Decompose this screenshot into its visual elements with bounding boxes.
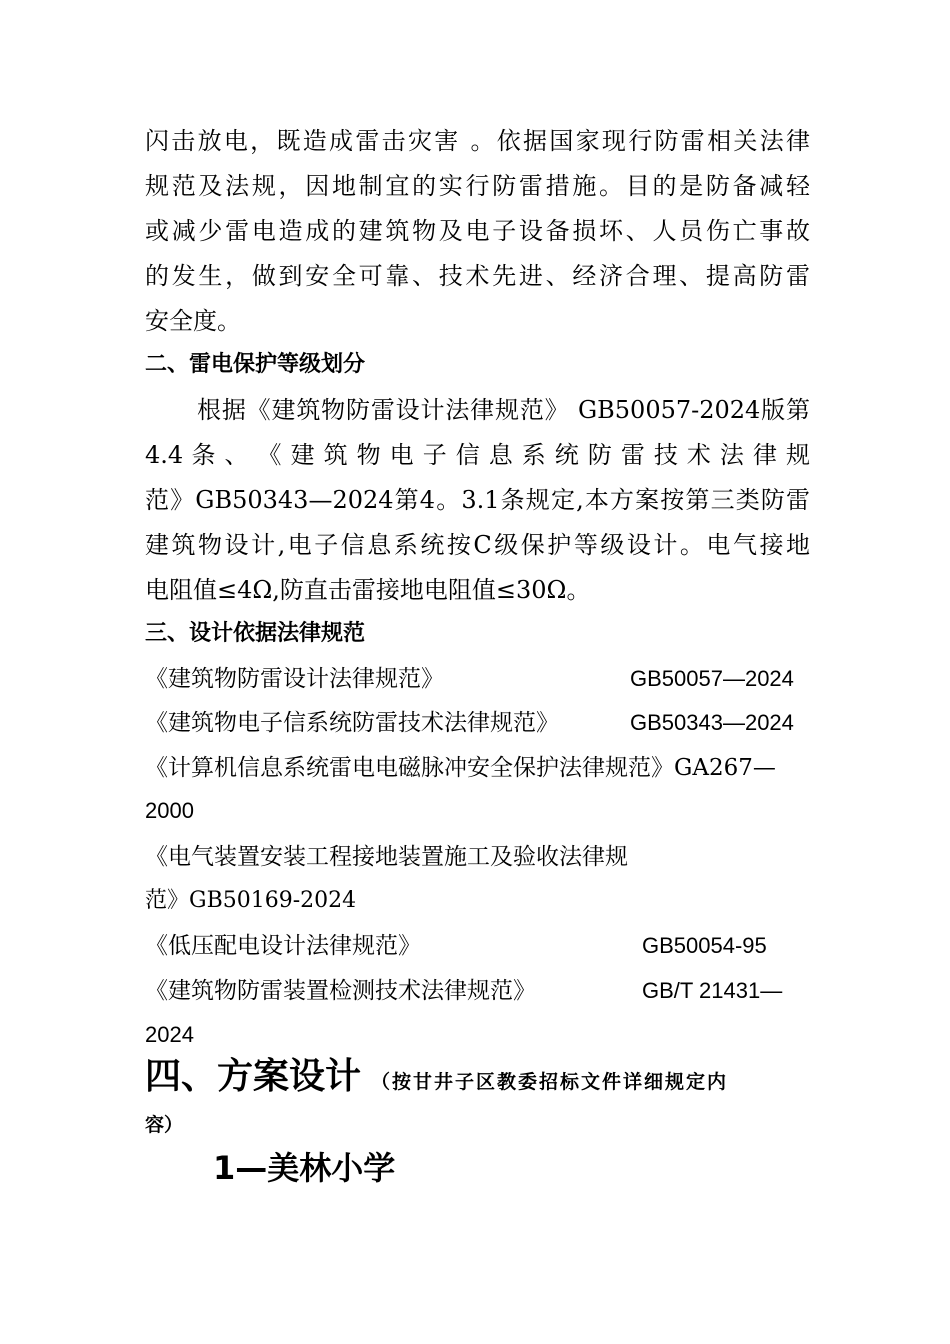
section-4-note-continued: 容） [145, 1114, 184, 1136]
section-3-heading: 三、设计依据法律规范 [145, 621, 366, 646]
reference-code-wrap: 2000 [145, 798, 194, 823]
section-4-sub-heading: 1—美林小学 [213, 1149, 396, 1187]
section-4-title: 四、方案设计 [145, 1056, 362, 1097]
reference-code: GB50054-95 [642, 933, 767, 958]
reference-title: 《建筑物防雷装置检测技术法律规范》 [145, 978, 536, 1004]
section-2-line-4: 建筑物设计,电子信息系统按C级保护等级设计。电气接地 [145, 531, 810, 559]
reference-code: GB50343—2024 [630, 710, 794, 735]
section-2-line-3: 范》GB50343—2024第4。3.1条规定,本方案按第三类防雷 [145, 486, 810, 514]
reference-code: GB50057—2024 [630, 666, 794, 691]
reference-title-wrap: 范》GB50169-2024 [145, 888, 357, 913]
section-4-heading [145, 1052, 728, 1107]
intro-line-2: 规范及法规，因地制宜的实行防雷措施。目的是防备减轻 [145, 172, 810, 200]
reference-title: 《建筑物电子信系统防雷技术法律规范》 [145, 710, 559, 736]
reference-code-wrap: 2024 [145, 1022, 194, 1047]
reference-title: 《低压配电设计法律规范》 [145, 933, 421, 959]
reference-title: 《建筑物防雷设计法律规范》 [145, 666, 444, 692]
section-2-line-5: 电阻值≤4Ω,防直击雷接地电阻值≤30Ω。 [145, 576, 591, 604]
reference-title: 《计算机信息系统雷电电磁脉冲安全保护法律规范》GA267— [145, 755, 776, 781]
section-2-heading: 二、雷电保护等级划分 [145, 352, 366, 377]
reference-code: GB/T 21431— [642, 978, 783, 1003]
section-2-line-1: 根据《建筑物防雷设计法律规范》 GB50057-2024版第 [197, 396, 810, 424]
reference-title: 《电气装置安装工程接地装置施工及验收法律规 [145, 844, 628, 870]
intro-line-5: 安全度。 [145, 307, 241, 335]
intro-line-4: 的发生，做到安全可靠、技术先进、经济合理、提高防雷 [145, 262, 810, 290]
section-2-line-2: 4.4 条 、 《 建 筑 物 电 子 信 息 系 统 防 雷 技 术 法 律 规 [145, 441, 810, 469]
intro-line-3: 或减少雷电造成的建筑物及电子设备损坏、人员伤亡事故 [145, 217, 810, 245]
section-4-note: （按甘井子区教委招标文件详细规定内 [371, 1071, 729, 1093]
intro-line-1: 闪击放电，既造成雷击灾害 。依据国家现行防雷相关法律 [145, 127, 810, 155]
